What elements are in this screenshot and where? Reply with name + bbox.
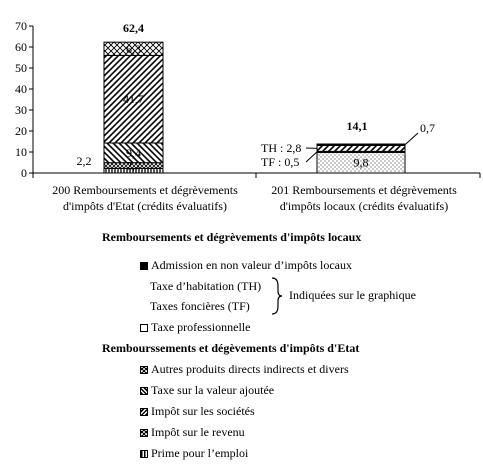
legend-label-admission: Admission en non valeur d’impôts locaux: [151, 258, 352, 272]
legend-label-autres: Autres produits directs indirects et divers: [151, 362, 349, 376]
legend-item-admission: [140, 258, 352, 273]
y-tick-label: 50: [15, 61, 27, 75]
legend-item-ppe: [140, 446, 248, 461]
legend-label-ir: Impôt sur le revenu: [151, 425, 245, 439]
total-label: 62,4: [123, 21, 144, 36]
category-label: 201 Remboursements et dégrèvements: [271, 183, 457, 197]
legend-item-th: [150, 279, 261, 294]
data-label: 41,7: [123, 92, 144, 107]
category-label: d'impôts d'Etat (crédits évaluatifs): [63, 199, 227, 213]
data-label: 6,3: [126, 41, 141, 56]
legend-swatch-is: [140, 408, 148, 416]
y-tick-label: 60: [15, 40, 27, 54]
data-label: 9,4: [126, 145, 141, 160]
category-label: d'impôts locaux (crédits évaluatifs): [279, 199, 449, 213]
legend-label-is: Impôt sur les sociétés: [151, 404, 255, 418]
y-tick-label: 0: [21, 166, 27, 180]
legend-swatch-ir: [140, 429, 148, 437]
total-label: 14,1: [346, 119, 368, 134]
legend-label-tva: Taxe sur la valeur ajoutée: [151, 383, 275, 397]
legend-item-tva: [140, 383, 274, 398]
legend-item-tp: [140, 320, 250, 335]
legend-label-tp: Taxe professionnelle: [151, 320, 251, 334]
data-label: 0,7: [420, 121, 435, 135]
legend-swatch-admission: [140, 262, 148, 270]
legend-label-th: Taxe d’habitation (TH): [150, 279, 262, 293]
y-tick-label: 30: [15, 103, 27, 117]
legend-item-autres: [140, 362, 349, 377]
legend-label-ppe: Prime pour l’emploi: [151, 446, 249, 460]
legend-swatch-tp: [140, 324, 148, 332]
data-label: TF : 0,5: [261, 155, 300, 169]
legend-swatch-ppe: [140, 450, 148, 458]
y-tick-label: 40: [15, 82, 27, 96]
category-label: 200 Remboursements et dégrèvements: [52, 183, 238, 197]
data-label: TH : 2,8: [261, 141, 302, 155]
legend-label-tf: Taxes foncières (TF): [150, 299, 250, 313]
legend-item-tf: [150, 299, 250, 314]
legend-brace-icon: [270, 276, 284, 316]
legend-item-ir: [140, 425, 245, 440]
legend-local-title: Remboursements et dégrèvements d'impôts locaux: [102, 230, 362, 244]
legend-state-title: Rembourssements et dégèvements d'impôts d'Etat: [102, 341, 360, 355]
y-tick-label: 20: [15, 124, 27, 138]
legend-item-is: [140, 404, 255, 419]
y-tick-label: 70: [15, 19, 27, 33]
data-label: 9,8: [353, 155, 369, 170]
legend-brace-note: Indiquées sur le graphique: [289, 288, 416, 302]
legend-swatch-autres: [140, 366, 148, 374]
legend-swatch-tva: [140, 387, 148, 395]
data-label: 2,2: [76, 154, 92, 168]
data-label: 2,7: [126, 158, 141, 173]
y-tick-label: 10: [15, 145, 27, 159]
